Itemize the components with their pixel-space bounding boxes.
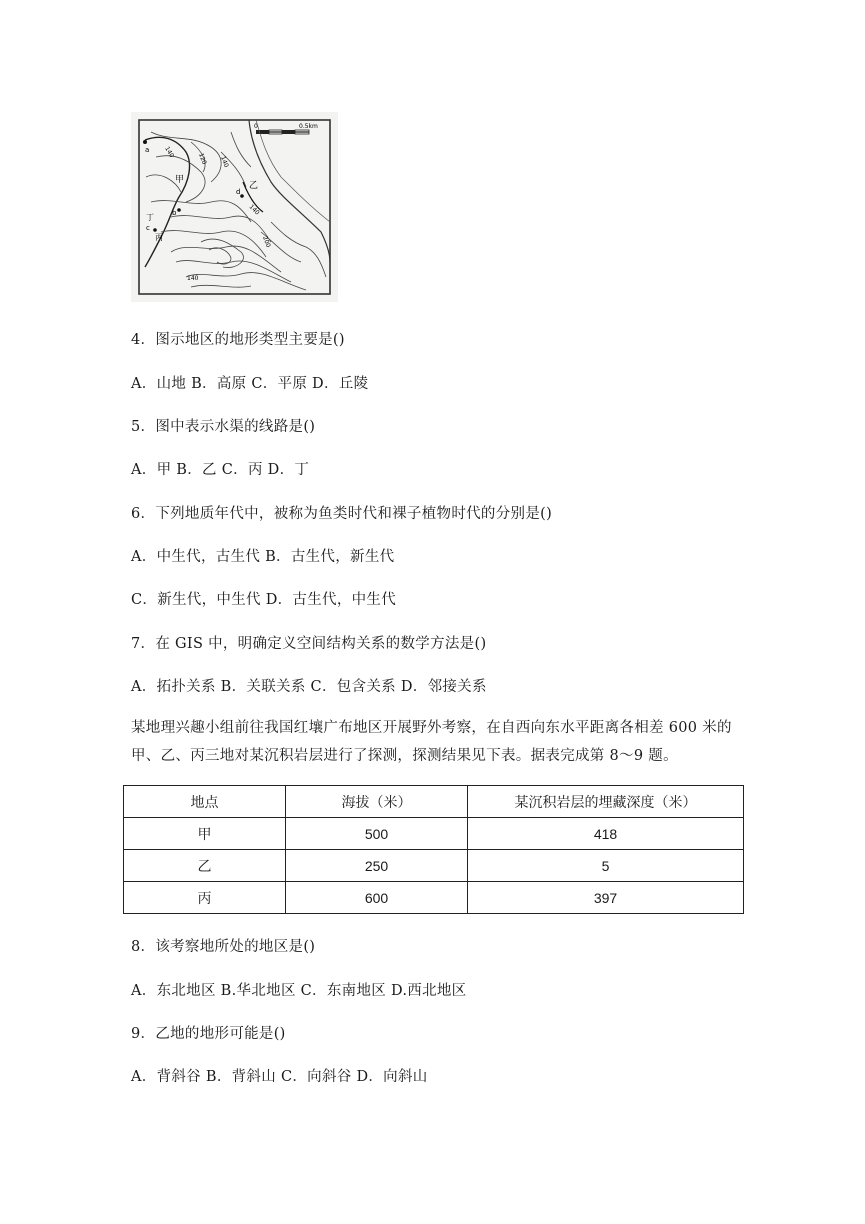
question-5-options: A．甲 B．乙 C．丙 D．丁 bbox=[131, 462, 310, 478]
table-header-cell: 某沉积岩层的埋藏深度（米） bbox=[468, 786, 744, 818]
map-label-b: b bbox=[172, 209, 177, 217]
scale-zero-label: 0 bbox=[254, 123, 258, 130]
map-label-yi: 乙 bbox=[249, 181, 259, 191]
question-6-options-line2: C．新生代，中生代 D．古生代，中生代 bbox=[131, 592, 397, 608]
map-label-d: d bbox=[236, 188, 241, 196]
table-cell: 250 bbox=[286, 850, 468, 882]
table-cell: 500 bbox=[286, 818, 468, 850]
contour-map-figure bbox=[131, 112, 338, 302]
question-6-stem: 6．下列地质年代中，被称为鱼类时代和裸子植物时代的分别是() bbox=[131, 506, 553, 522]
table-header-cell: 海拔（米） bbox=[286, 786, 468, 818]
table-cell: 600 bbox=[286, 882, 468, 914]
question-5-stem: 5．图中表示水渠的线路是() bbox=[131, 419, 316, 435]
contour-label-200: 200 bbox=[261, 235, 272, 249]
scale-bar bbox=[254, 123, 318, 134]
question-4-stem: 4．图示地区的地形类型主要是() bbox=[131, 332, 345, 348]
map-label-bing: 丙 bbox=[155, 233, 163, 242]
contour-map-svg bbox=[131, 112, 338, 302]
table-header-cell: 地点 bbox=[124, 786, 286, 818]
table-header-row bbox=[124, 786, 744, 818]
map-label-jia: 甲 bbox=[175, 175, 185, 185]
question-9-stem: 9．乙地的地形可能是() bbox=[131, 1026, 286, 1042]
reading-passage: 某地理兴趣小组前往我国红壤广布地区开展野外考察，在自西向东水平距离各相差 600 米的甲、乙、丙三地对某沉积岩层进行了探测，探测结果见下表。据表完成第 8～9 题。 bbox=[131, 720, 732, 764]
table-row bbox=[124, 882, 744, 914]
question-8-options: A．东北地区 B.华北地区 C．东南地区 D.西北地区 bbox=[131, 983, 467, 999]
question-8-stem: 8．该考察地所处的地区是() bbox=[131, 939, 316, 955]
contour-label-120: 120 bbox=[197, 152, 208, 166]
contour-label-140d: 140 bbox=[187, 275, 199, 282]
table-cell: 418 bbox=[468, 818, 744, 850]
contour-label-140b: 140 bbox=[219, 155, 230, 169]
table-row bbox=[124, 850, 744, 882]
table-cell: 397 bbox=[468, 882, 744, 914]
survey-data-table bbox=[123, 785, 744, 914]
question-7-stem: 7．在 GIS 中，明确定义空间结构关系的数学方法是() bbox=[131, 636, 487, 652]
question-4-options: A．山地 B．高原 C．平原 D．丘陵 bbox=[131, 376, 369, 392]
contour-label-140a: 140 bbox=[163, 145, 176, 159]
scale-end-label: 0.5km bbox=[299, 123, 318, 130]
table-row bbox=[124, 818, 744, 850]
map-label-ding: 丁 bbox=[146, 213, 154, 222]
contour-label-140c: 140 bbox=[247, 203, 261, 217]
table-cell: 乙 bbox=[124, 850, 286, 882]
table-cell: 甲 bbox=[124, 818, 286, 850]
table-cell: 5 bbox=[468, 850, 744, 882]
question-6-options-line1: A．中生代，古生代 B．古生代，新生代 bbox=[131, 549, 395, 565]
question-9-options: A．背斜谷 B．背斜山 C．向斜谷 D．向斜山 bbox=[131, 1069, 428, 1085]
table-cell: 丙 bbox=[124, 882, 286, 914]
question-7-options: A．拓扑关系 B．关联关系 C．包含关系 D．邻接关系 bbox=[131, 679, 487, 695]
map-label-c: c bbox=[146, 224, 150, 232]
map-label-a: a bbox=[145, 146, 150, 154]
